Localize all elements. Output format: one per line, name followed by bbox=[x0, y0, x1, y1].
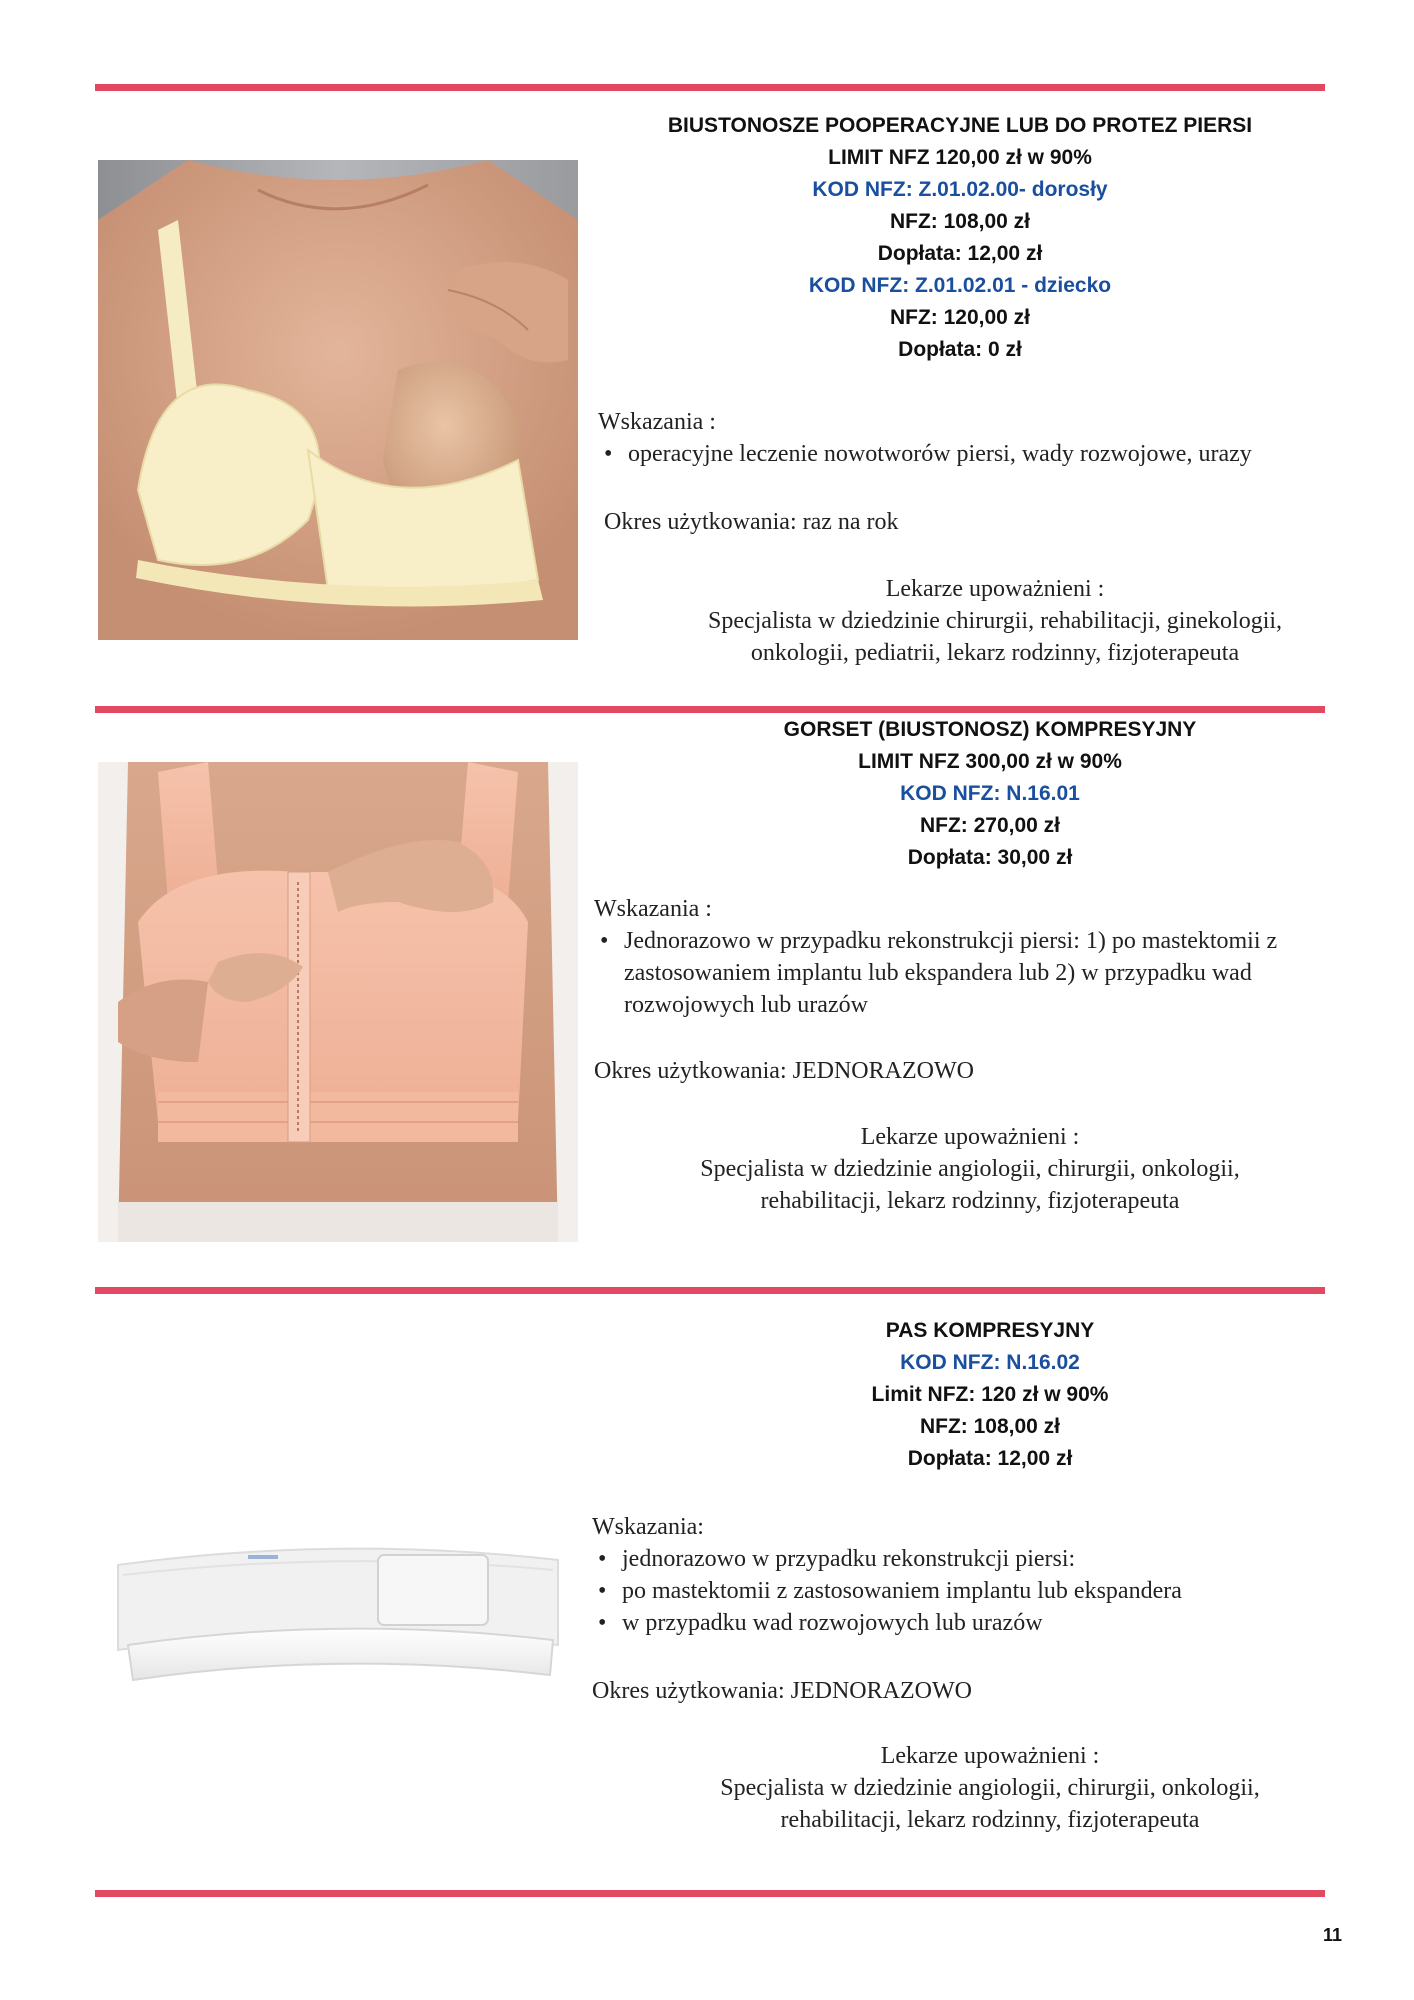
section-2-doctors bbox=[590, 1121, 1350, 1217]
indications-label: Wskazania : bbox=[594, 896, 712, 922]
section-1-header bbox=[600, 110, 1320, 366]
section-2-indications bbox=[594, 893, 1324, 1021]
nfz-amount-child: NFZ: 120,00 zł bbox=[889, 306, 1031, 329]
doctors-line: Specjalista w dziedzinie angiologii, chirurgii, onkologii, bbox=[700, 1156, 1240, 1182]
section-divider-bottom bbox=[95, 1890, 1325, 1897]
product-title: PAS KOMPRESYJNY bbox=[885, 1319, 1095, 1342]
section-1-indications bbox=[598, 406, 1388, 470]
indications-label: Wskazania : bbox=[598, 409, 716, 435]
indication-item: • w przypadku wad rozwojowych lub urazów bbox=[592, 1607, 1332, 1639]
doctors-line: rehabilitacji, lekarz rodzinny, fizjoterapeuta bbox=[780, 1807, 1200, 1833]
section-3-header bbox=[630, 1315, 1350, 1475]
limit-line: LIMIT NFZ 300,00 zł w 90% bbox=[858, 750, 1122, 773]
doctors-line: Specjalista w dziedzinie angiologii, chirurgii, onkologii, bbox=[720, 1775, 1260, 1801]
copay-amount: Dopłata: 12,00 zł bbox=[907, 1447, 1073, 1470]
product-title: BIUSTONOSZE POOPERACYJNE LUB DO PROTEZ PIERSI bbox=[667, 114, 1253, 137]
limit-line: LIMIT NFZ 120,00 zł w 90% bbox=[828, 146, 1092, 169]
nfz-code: KOD NFZ: N.16.02 bbox=[900, 1351, 1080, 1374]
page-number: 11 bbox=[1322, 1925, 1342, 1945]
section-divider-top bbox=[95, 84, 1325, 91]
copay-amount: Dopłata: 30,00 zł bbox=[907, 846, 1073, 869]
compression-belt-photo bbox=[98, 1345, 578, 1845]
indication-item: • po mastektomii z zastosowaniem implantu lub ekspandera bbox=[592, 1575, 1332, 1607]
limit-line: Limit NFZ: 120 zł w 90% bbox=[871, 1383, 1109, 1406]
section-1-doctors bbox=[600, 573, 1390, 669]
post-op-bra-photo bbox=[98, 160, 578, 640]
nfz-amount: NFZ: 108,00 zł bbox=[919, 1415, 1061, 1438]
nfz-code-child: KOD NFZ: Z.01.02.01 - dziecko bbox=[808, 274, 1112, 297]
section-divider-2 bbox=[95, 1287, 1325, 1294]
doctors-label: Lekarze upoważnieni : bbox=[885, 576, 1105, 602]
copay-amount: Dopłata: 12,00 zł bbox=[877, 242, 1043, 265]
doctors-label: Lekarze upoważnieni : bbox=[860, 1124, 1080, 1150]
section-3-indications bbox=[592, 1511, 1332, 1639]
usage-period: Okres użytkowania: JEDNORAZOWO bbox=[592, 1678, 972, 1704]
section-1-usage bbox=[604, 506, 1304, 538]
section-2-header bbox=[630, 714, 1350, 874]
copay-amount-child: Dopłata: 0 zł bbox=[898, 338, 1022, 361]
indications-label: Wskazania: bbox=[592, 1514, 704, 1540]
usage-period: Okres użytkowania: raz na rok bbox=[604, 509, 899, 535]
section-2-usage bbox=[594, 1055, 1294, 1087]
section-3-usage bbox=[592, 1675, 1292, 1707]
doctors-line: rehabilitacji, lekarz rodzinny, fizjoterapeuta bbox=[760, 1188, 1180, 1214]
doctors-line: Specjalista w dziedzinie chirurgii, rehabilitacji, ginekologii, bbox=[707, 608, 1283, 634]
indication-item: • Jednorazowo w przypadku rekonstrukcji piersi: 1) po mastektomii z zastosowaniem implantu lub ekspandera lub 2) w przypadku wad rozwojowych lub urazów bbox=[594, 925, 1324, 1021]
nfz-code: KOD NFZ: N.16.01 bbox=[900, 782, 1080, 805]
usage-period: Okres użytkowania: JEDNORAZOWO bbox=[594, 1058, 974, 1084]
indication-item: • operacyjne leczenie nowotworów piersi, wady rozwojowe, urazy bbox=[598, 438, 1388, 470]
section-divider-1 bbox=[95, 706, 1325, 713]
product-title: GORSET (BIUSTONOSZ) KOMPRESYJNY bbox=[783, 718, 1197, 741]
indication-item: • jednorazowo w przypadku rekonstrukcji piersi: bbox=[592, 1543, 1332, 1575]
nfz-amount: NFZ: 108,00 zł bbox=[889, 210, 1031, 233]
doctors-line: onkologii, pediatrii, lekarz rodzinny, fizjoterapeuta bbox=[750, 640, 1240, 666]
compression-bra-photo bbox=[98, 762, 578, 1242]
nfz-code-adult: KOD NFZ: Z.01.02.00- dorosły bbox=[812, 178, 1108, 201]
doctors-label: Lekarze upoważnieni : bbox=[880, 1743, 1100, 1769]
section-3-doctors bbox=[610, 1740, 1370, 1836]
nfz-amount: NFZ: 270,00 zł bbox=[919, 814, 1061, 837]
